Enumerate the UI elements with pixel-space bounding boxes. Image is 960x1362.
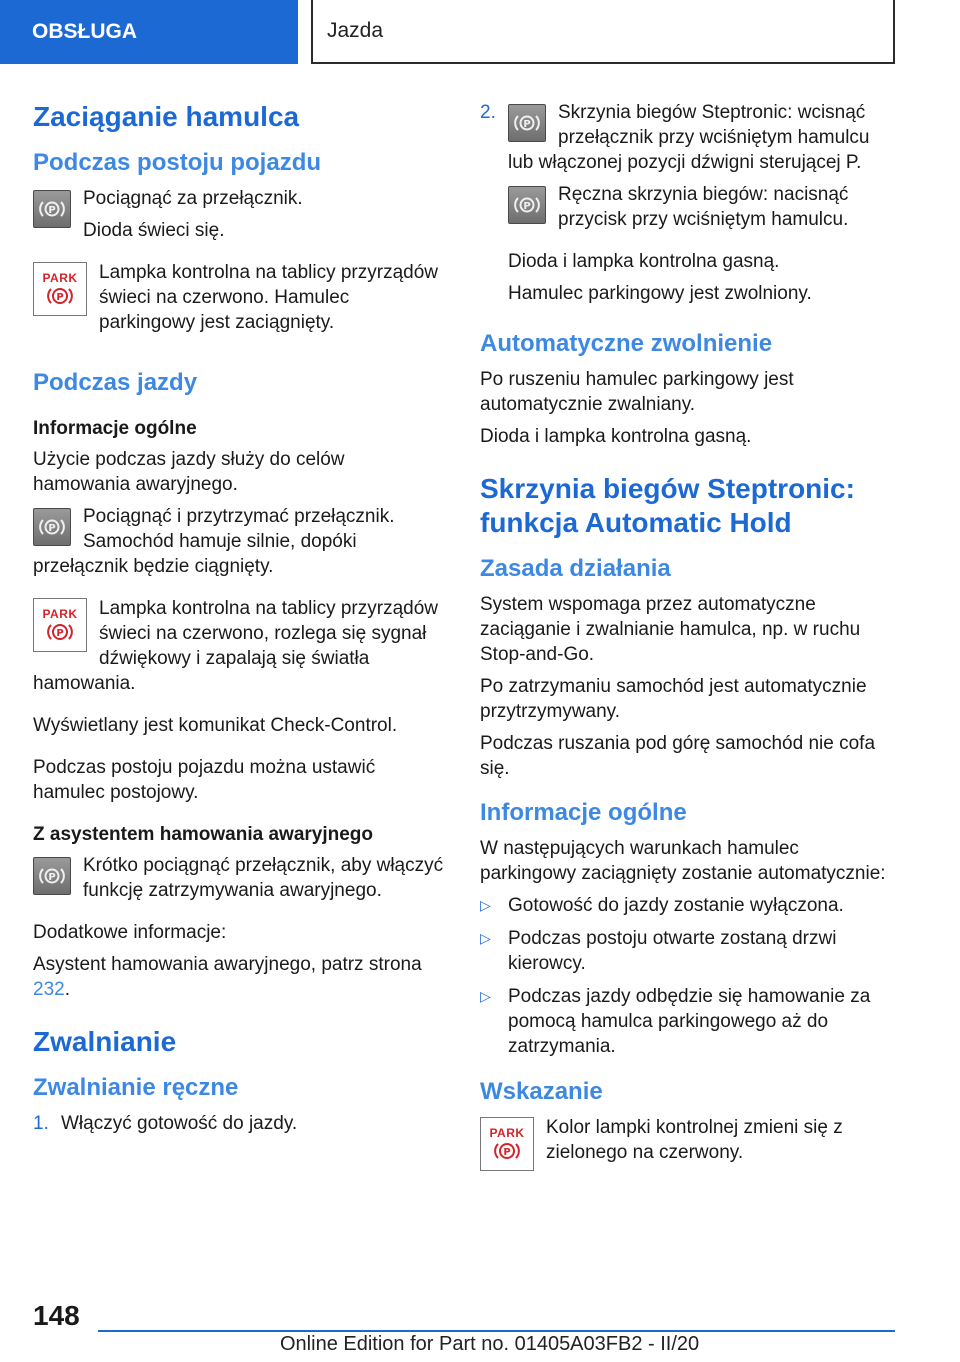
paragraph-with-link (33, 952, 445, 1002)
paragraph: Podczas postoju pojazdu można ustawić hamulec postojowy. (33, 757, 376, 803)
manual-gearbox-block (480, 182, 900, 239)
bullet-triangle-icon: ▷ (480, 988, 491, 1004)
subheading-emergency-assist: Z asystentem hamowania awaryjnego (33, 824, 374, 845)
svg-text:P: P (48, 205, 56, 216)
heading-auto-release: Automatyczne zwolnienie (480, 330, 773, 357)
heading-principle: Zasada działania (480, 555, 671, 582)
list-item (480, 926, 900, 976)
list-item (33, 1111, 445, 1136)
switch-block-3 (33, 853, 445, 910)
step-text: Włączyć gotowość do jazdy. (61, 1113, 298, 1134)
park-icon-label: PARK (42, 270, 78, 285)
header-section-label: OBSŁUGA (32, 20, 137, 43)
svg-text:P: P (523, 201, 531, 212)
subheading-general-info: Informacje ogólne (33, 418, 197, 439)
paragraph: Dodatkowe informacje: (33, 922, 227, 943)
parking-brake-switch-icon (33, 508, 71, 546)
heading-manual-release: Zwalnianie ręczne (33, 1074, 239, 1101)
park-icon-label: PARK (42, 606, 78, 621)
title-release: Zwalnianie (33, 1026, 177, 1057)
parking-brake-switch-icon (508, 104, 546, 142)
header-chapter (311, 0, 895, 64)
bullet-triangle-icon: ▷ (480, 897, 491, 913)
text: Asystent hamowania awaryjnego, patrz strona (33, 954, 422, 975)
step-text: Skrzynia biegów Steptronic: wcisnąć przełącznik przy wciśniętym hamulcu lub włączonej pozycji dźwigni sterującej P. (508, 102, 870, 173)
header-chapter-label: Jazda (327, 19, 384, 42)
switch-block-2 (33, 504, 445, 586)
paragraph: Kolor lampki kontrolnej zmieni się z zielonego na czerwony. (546, 1117, 843, 1163)
heading-while-driving: Podczas jazdy (33, 369, 198, 396)
step-number: 2. (480, 102, 496, 123)
park-icon-label: PARK (489, 1125, 525, 1140)
paragraph: System wspomaga przez automatyczne zaciąganie i zwalnianie hamulca, np. w ruchu Stop-and-Go. (480, 594, 861, 665)
switch-block-1 (33, 186, 445, 250)
list-item (480, 984, 900, 1059)
svg-text:P: P (48, 872, 56, 883)
list-item (480, 100, 900, 175)
paragraph: Podczas ruszania pod górę samochód nie cofa się. (480, 733, 876, 779)
list-item (480, 893, 900, 918)
paragraph: Ręczna skrzynia biegów: nacisnąć przycisk przy wciśniętym hamulcu. (558, 184, 849, 230)
park-indicator-icon (480, 1117, 534, 1171)
left-column (33, 100, 445, 1143)
park-block-3 (480, 1115, 900, 1175)
bullet-text: Podczas jazdy odbędzie się hamowanie za pomocą hamulca parkingowego aż do zatrzymania. (508, 986, 871, 1057)
paragraph: Po zatrzymaniu samochód jest automatycznie przytrzymywany. (480, 676, 867, 722)
paragraph: Dioda świeci się. (83, 220, 225, 241)
paragraph: Hamulec parkingowy jest zwolniony. (508, 283, 812, 304)
paragraph: Pociągnąć za przełącznik. (83, 188, 303, 209)
parking-brake-switch-icon (508, 186, 546, 224)
heading-stationary: Podczas postoju pojazdu (33, 149, 322, 176)
paragraph: W następujących warunkach hamulec parkingowy zaciągnięty zostanie automatycznie: (480, 838, 886, 884)
paragraph: Lampka kontrolna na tablicy przyrządów świeci na czerwono. Hamulec parkingowy jest zaciągnięty. (99, 262, 439, 333)
step-number: 1. (33, 1113, 49, 1134)
svg-text:P: P (56, 627, 64, 639)
bullet-triangle-icon: ▷ (480, 930, 491, 946)
page-link[interactable]: 232 (33, 979, 65, 1000)
page-number: 148 (33, 1300, 80, 1331)
text: . (64, 979, 70, 1000)
paragraph: Użycie podczas jazdy służy do celów hamowania awaryjnego. (33, 449, 345, 495)
title-apply-brake: Zaciąganie hamulca (33, 101, 300, 132)
footer-edition: Online Edition for Part no. 01405A03FB2 - II/20 (280, 1333, 700, 1355)
bullet-text: Podczas postoju otwarte zostaną drzwi kierowcy. (508, 928, 837, 974)
heading-general-info: Informacje ogólne (480, 799, 687, 826)
parking-brake-switch-icon (33, 190, 71, 228)
paragraph: Pociągnąć i przytrzymać przełącznik. Samochód hamuje silnie, dopóki przełącznik będzie ciągnięty. (33, 506, 395, 577)
svg-text:P: P (503, 1146, 511, 1158)
park-block-1 (33, 260, 445, 342)
paragraph: Po ruszeniu hamulec parkingowy jest automatycznie zwalniany. (480, 369, 794, 415)
svg-text:P: P (523, 119, 531, 130)
park-indicator-icon (33, 598, 87, 652)
paragraph: Dioda i lampka kontrolna gasną. (508, 251, 780, 272)
paragraph: Dioda i lampka kontrolna gasną. (480, 426, 752, 447)
bullet-text: Gotowość do jazdy zostanie wyłączona. (508, 895, 844, 916)
paragraph: Krótko pociągnąć przełącznik, aby włączyć funkcję zatrzymywania awaryjnego. (83, 855, 444, 901)
paragraph: Lampka kontrolna na tablicy przyrządów świeci na czerwono, rozlega się sygnał dźwiękowy i zapalają się światła hamowania. (33, 598, 439, 694)
svg-text:P: P (56, 291, 64, 303)
header-section (0, 0, 298, 64)
right-column (480, 100, 900, 1185)
parking-brake-switch-icon (33, 857, 71, 895)
svg-text:P: P (48, 523, 56, 534)
title-automatic-hold: Skrzynia biegów Steptronic: funkcja Automatic Hold (480, 473, 855, 538)
footer-divider (98, 1330, 895, 1332)
paragraph: Wyświetlany jest komunikat Check-Control. (33, 715, 398, 736)
park-block-2 (33, 596, 445, 703)
park-indicator-icon (33, 262, 87, 316)
heading-indication: Wskazanie (480, 1078, 603, 1105)
